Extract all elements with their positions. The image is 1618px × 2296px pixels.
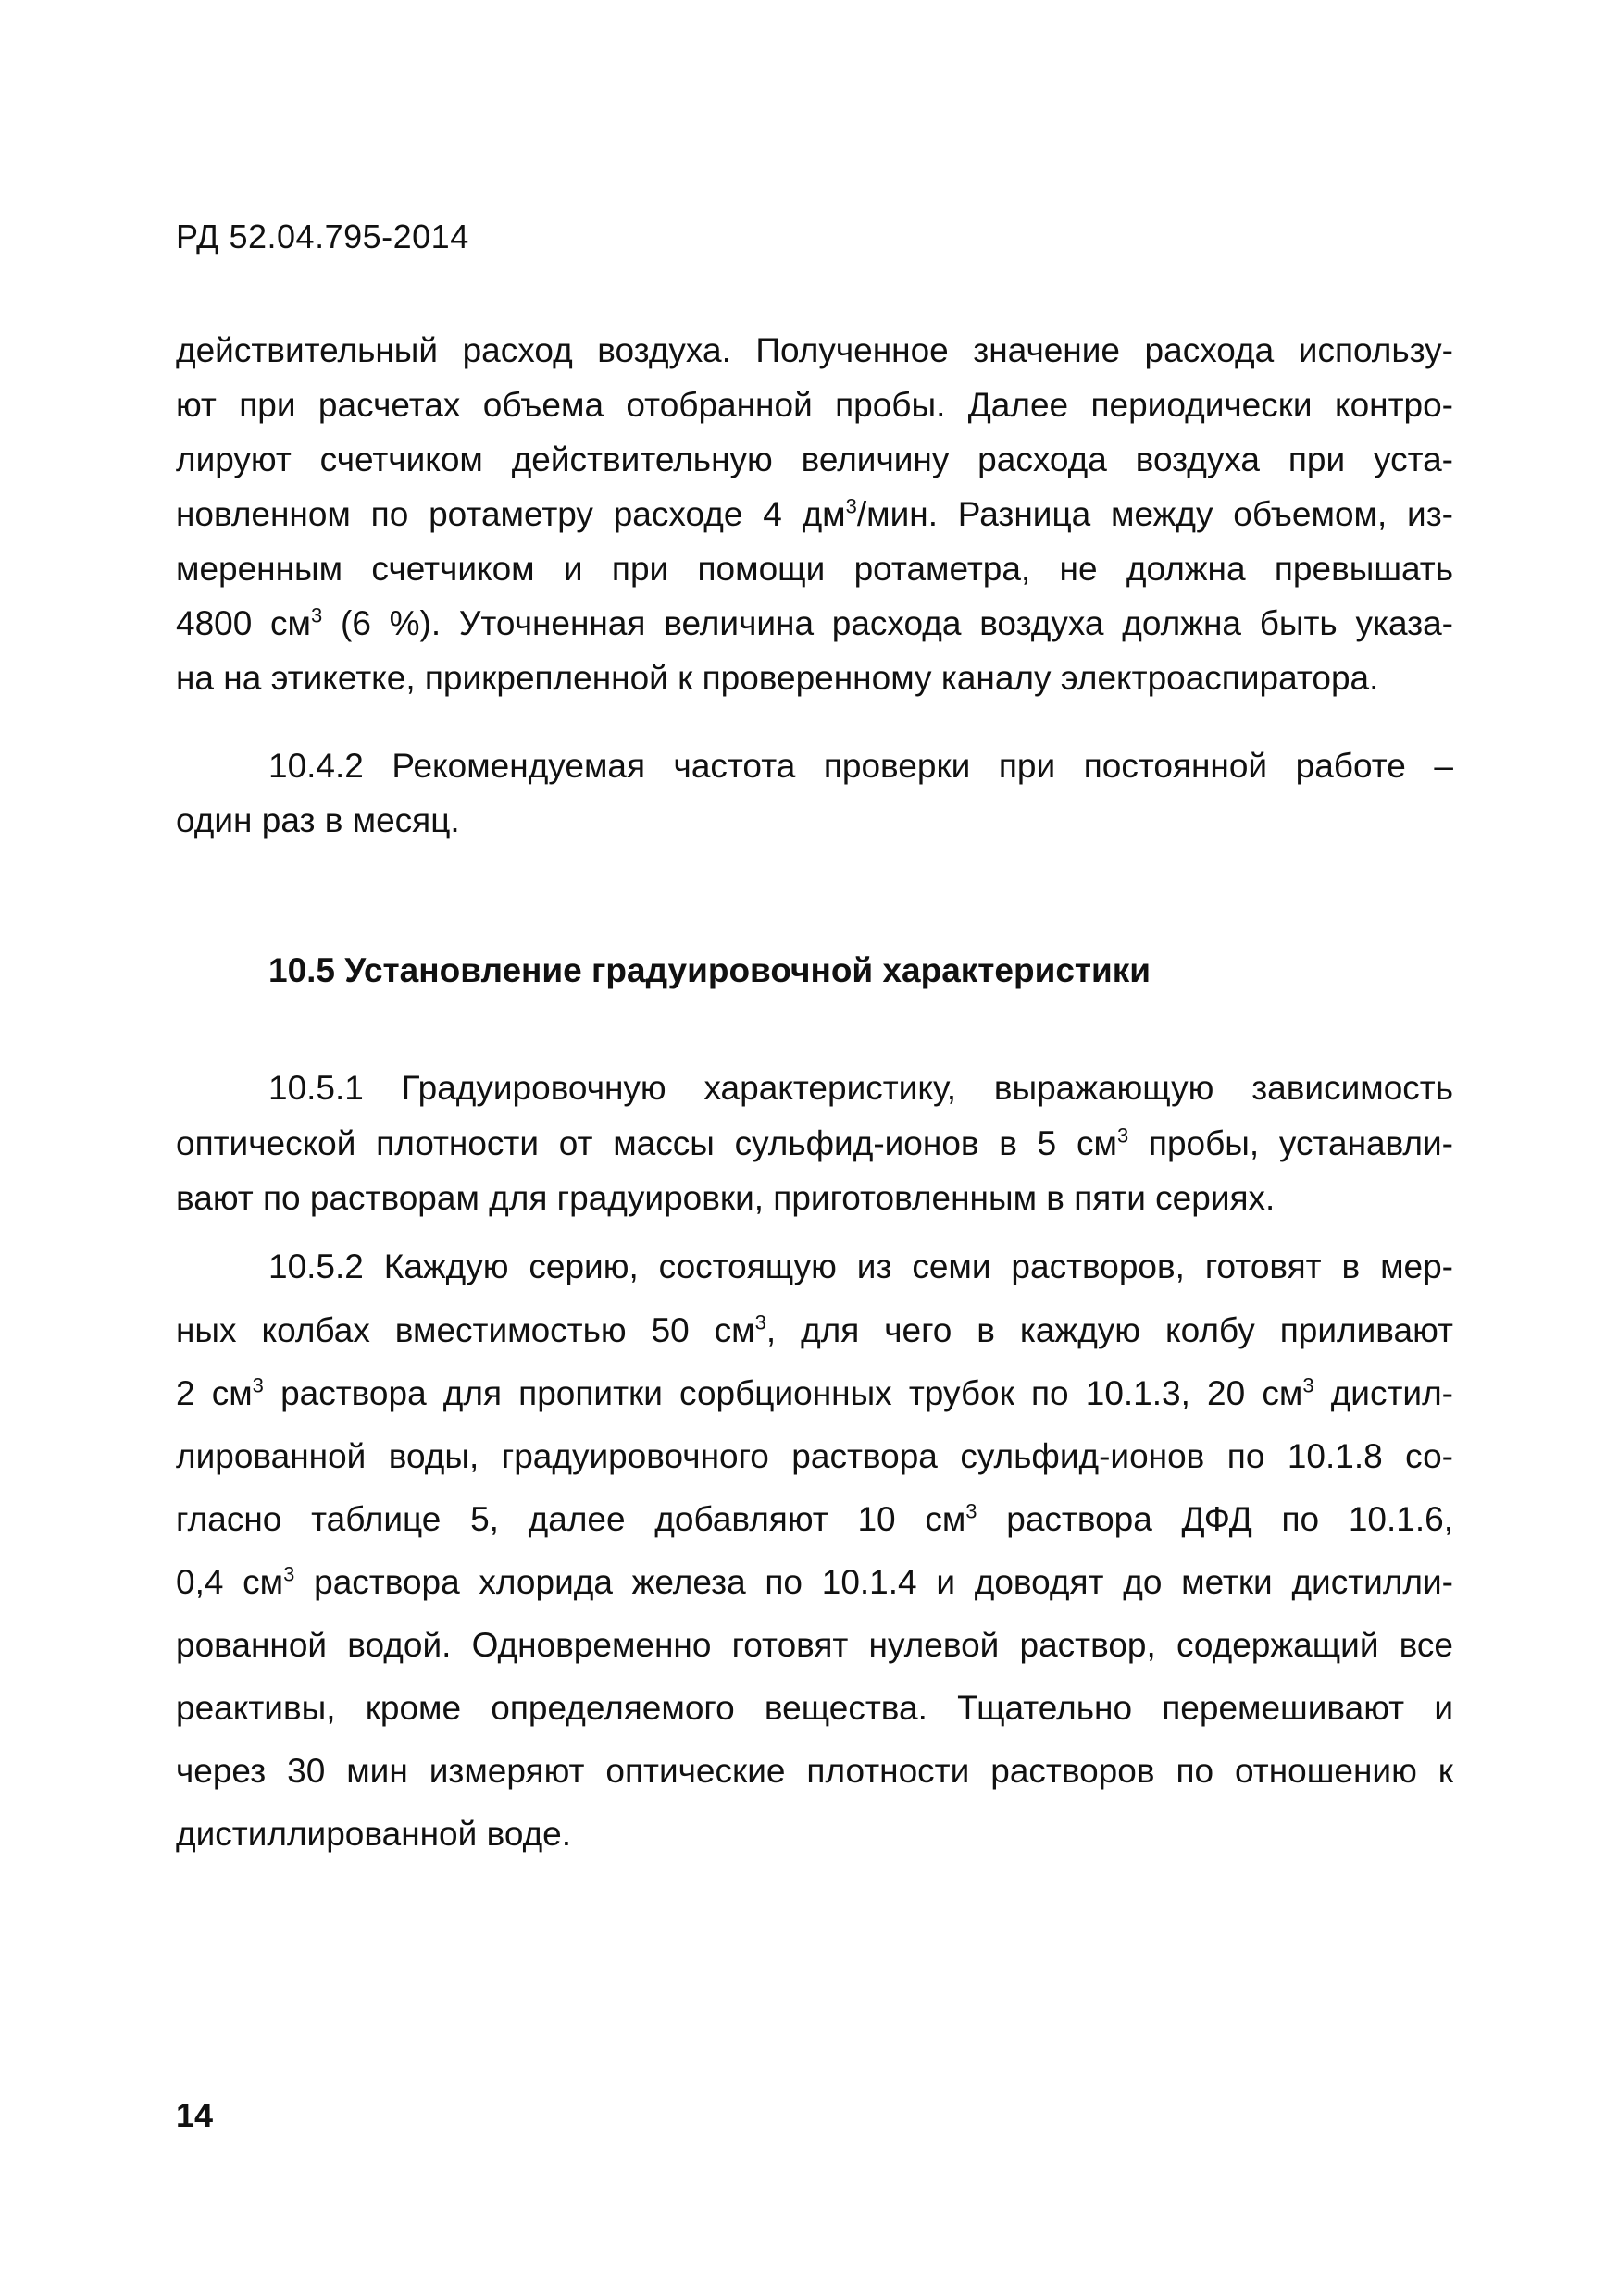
text-fragment: раствора для пропитки сорбционных трубок по 10.1.3, 20 см (263, 1374, 1303, 1412)
text-line: один раз в месяц. (176, 801, 460, 839)
text-fragment: 2 см (176, 1374, 253, 1412)
superscript: 3 (1116, 1123, 1129, 1148)
superscript: 3 (252, 1373, 264, 1397)
text-fragment: дистил- (1313, 1374, 1453, 1412)
superscript: 3 (845, 494, 857, 518)
text-fragment: (6 %). Уточненная величина расхода воздуха должна быть указа- (322, 604, 1453, 642)
text-line: вают по растворам для градуировки, приготовленным в пяти сериях. (176, 1179, 1276, 1217)
text-fragment: 4800 см (176, 604, 311, 642)
superscript: 3 (754, 1310, 766, 1334)
text-fragment: ных колбах вместимостью 50 см (176, 1311, 755, 1349)
text-line: 10.4.2 Рекомендуемая частота проверки при постоянной работе – (268, 747, 1453, 785)
text-fragment: раствора ДФД по 10.1.6, (977, 1500, 1453, 1538)
text-line: 10.5.1 Градуировочную характеристику, выражающую зависимость (268, 1069, 1453, 1107)
text-line (176, 1123, 1453, 1164)
text-line (176, 1562, 1453, 1603)
text-line (176, 603, 1453, 644)
text-fragment: пробы, устанавли- (1128, 1124, 1454, 1162)
text-fragment: оптической плотности от массы сульфид-ионов в 5 см (176, 1124, 1117, 1162)
text-line: на на этикетке, прикрепленной к проверенному каналу электроаспиратора. (176, 659, 1379, 697)
text-line: меренным счетчиком и при помощи ротаметра, не должна превышать (176, 550, 1453, 588)
text-fragment: , для чего в каждую колбу приливают (765, 1311, 1453, 1349)
text-fragment: гласно таблице 5, далее добавляют 10 см (176, 1500, 966, 1538)
text-fragment: /мин. Разница между объемом, из- (856, 495, 1453, 533)
page-number: 14 (176, 2096, 214, 2134)
superscript: 3 (283, 1562, 295, 1586)
text-fragment: 0,4 см (176, 1563, 284, 1601)
text-fragment: новленном по ротаметру расходе 4 дм (176, 495, 846, 533)
text-line: лируют счетчиком действительную величину расхода воздуха при уста- (176, 441, 1453, 478)
document-code: РД 52.04.795-2014 (176, 217, 469, 255)
text-line (176, 494, 1453, 535)
text-line (176, 1499, 1453, 1540)
text-line (176, 1373, 1453, 1414)
text-line: лированной воды, градуировочного раствора сульфид-ионов по 10.1.8 со- (176, 1437, 1453, 1475)
text-line: реактивы, кроме определяемого вещества. Тщательно перемешивают и (176, 1689, 1453, 1727)
text-line: рованной водой. Одновременно готовят нулевой раствор, содержащий все (176, 1626, 1453, 1664)
superscript: 3 (311, 603, 323, 627)
superscript: 3 (1302, 1373, 1314, 1397)
text-fragment: раствора хлорида железа по 10.1.4 и доводят до метки дистилли- (294, 1563, 1454, 1601)
superscript: 3 (965, 1499, 977, 1523)
text-line: дистиллированной воде. (176, 1815, 572, 1853)
text-line: 10.5.2 Каждую серию, состоящую из семи растворов, готовят в мер- (268, 1247, 1453, 1285)
text-line: через 30 мин измеряют оптические плотности растворов по отношению к (176, 1752, 1453, 1790)
text-line (176, 1310, 1453, 1351)
text-line: ют при расчетах объема отобранной пробы. Далее периодически контро- (176, 386, 1453, 424)
text-line: действительный расход воздуха. Полученное значение расхода использу- (176, 331, 1453, 369)
section-heading: 10.5 Установление градуировочной характеристики (268, 951, 1151, 989)
